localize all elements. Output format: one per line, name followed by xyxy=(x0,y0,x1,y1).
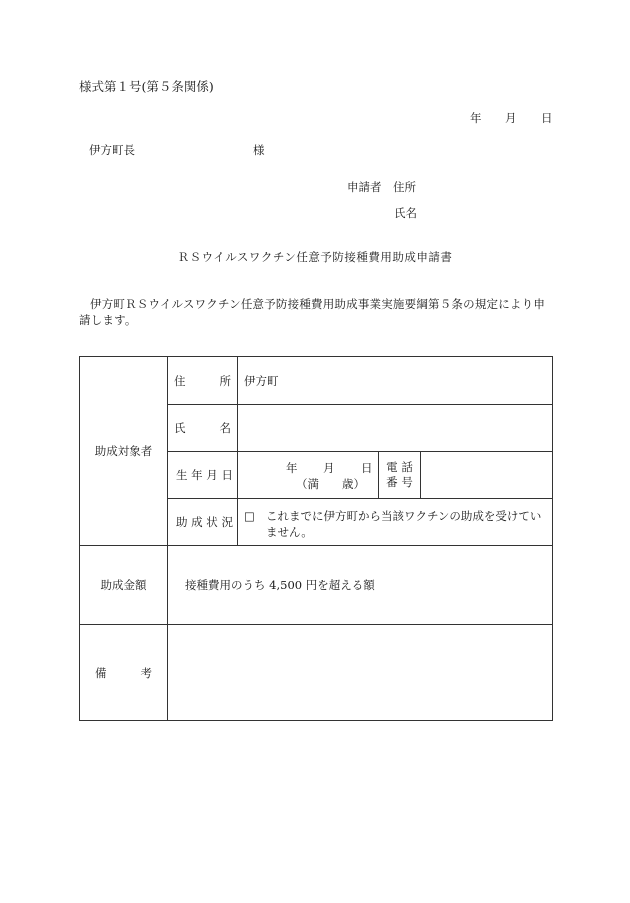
dob-field[interactable] xyxy=(238,452,379,499)
address-label-char: 所 xyxy=(219,373,231,388)
dob-label: 生 年 月 日 xyxy=(168,452,238,499)
phone-label-line2: 番 号 xyxy=(386,475,413,489)
name-label-cell xyxy=(168,405,238,452)
phone-label-line1: 電 話 xyxy=(386,460,413,474)
table-row xyxy=(80,546,553,625)
age-open: （満 xyxy=(296,477,319,491)
form-number: 様式第１号(第５条関係) xyxy=(79,79,214,94)
name-label-char: 氏 xyxy=(174,421,186,435)
remarks-field[interactable] xyxy=(168,625,553,721)
application-form-table xyxy=(79,356,553,721)
name-label-char: 名 xyxy=(219,421,231,435)
remarks-label-char: 備 xyxy=(95,665,107,680)
subject-label: 助成対象者 xyxy=(80,357,168,546)
dob-month: 月 xyxy=(323,461,335,475)
remarks-label-cell xyxy=(80,625,168,721)
status-text: これまでに伊方町から当該ワクチンの助成を受けていません。 xyxy=(266,509,542,539)
name-field[interactable] xyxy=(238,405,553,452)
amount-label: 助成金額 xyxy=(80,546,168,625)
table-row xyxy=(80,625,553,721)
application-statement: 伊方町ＲＳウイルスワクチン任意予防接種費用助成事業実施要綱第５条の規定により申請します。 xyxy=(79,297,546,327)
address-label-char: 住 xyxy=(174,373,186,388)
date-day-label: 日 xyxy=(541,111,553,125)
applicant-address-label: 申請者 住所 xyxy=(347,180,416,194)
remarks-label-char: 考 xyxy=(140,665,152,680)
date-month-label: 月 xyxy=(505,111,517,125)
address-field[interactable]: 伊方町 xyxy=(238,357,553,405)
honorific: 様 xyxy=(253,143,265,157)
phone-field[interactable] xyxy=(421,452,553,499)
dob-day: 日 xyxy=(361,461,373,475)
amount-value: 接種費用のうち 4,500 円を超える額 xyxy=(168,546,553,625)
status-checkbox[interactable]: □ xyxy=(244,509,255,523)
age-close: 歳） xyxy=(342,477,365,491)
status-label: 助 成 状 況 xyxy=(168,499,238,546)
table-row xyxy=(80,357,553,405)
address-label-cell xyxy=(168,357,238,405)
status-field xyxy=(238,499,553,546)
addressee: 伊方町長 xyxy=(89,143,135,157)
date-year-label: 年 xyxy=(470,111,482,125)
phone-label xyxy=(379,452,421,499)
dob-year: 年 xyxy=(286,461,298,475)
applicant-name-label: 氏名 xyxy=(394,206,417,220)
document-title: ＲＳウイルスワクチン任意予防接種費用助成申請書 xyxy=(177,250,453,264)
